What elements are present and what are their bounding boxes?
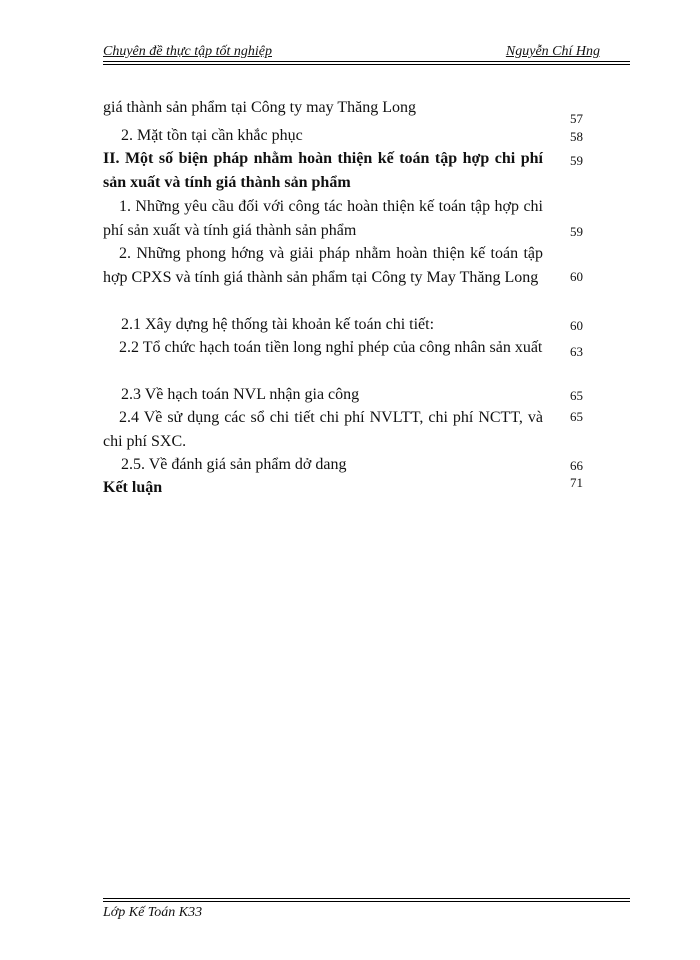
toc-entry-page: 60 xyxy=(570,269,583,284)
toc-entry xyxy=(103,96,603,124)
toc-entry-text: Kết luận xyxy=(103,479,163,496)
toc-entry-page: 60 xyxy=(570,318,583,333)
toc-entry-page: 65 xyxy=(570,409,583,424)
footer-rule-bottom xyxy=(103,901,630,902)
header-author: Nguyễn Chí Hng xyxy=(505,44,600,59)
toc-entry-page: 58 xyxy=(570,129,583,144)
header-rule-bottom xyxy=(103,64,630,65)
toc-entry xyxy=(103,453,603,476)
toc-entry-page: 63 xyxy=(570,344,583,359)
toc-entry-page: 59 xyxy=(570,153,583,168)
table-of-contents xyxy=(103,96,603,499)
toc-entry-text: II. Một số biện pháp nhằm hoàn thiện kế toán tập hợp chi phí sản xuất và tính giá thành sản phẩm xyxy=(103,150,543,191)
toc-entry xyxy=(103,336,603,383)
header-title: Chuyên đề thực tập tốt nghiệp xyxy=(103,44,272,59)
toc-entry xyxy=(103,313,603,336)
toc-entry-page: 57 xyxy=(570,111,583,126)
toc-entry xyxy=(103,147,603,195)
toc-entry xyxy=(103,476,603,499)
toc-entry-text: 2.3 Về hạch toán NVL nhận gia công xyxy=(121,386,360,403)
toc-entry-text: 2.4 Về sử dụng các sổ chi tiết chi phí NVLTT, chi phí NCTT, và chi phí SXC. xyxy=(103,409,543,450)
header-rule-top xyxy=(103,61,630,62)
toc-entry-text: 1. Những yêu cầu đối với công tác hoàn thiện kế toán tập hợp chi phí sản xuất và tính giá thành sản phẩm xyxy=(103,198,543,239)
footer-rule-top xyxy=(103,898,630,899)
page-header xyxy=(103,44,630,62)
toc-entry xyxy=(103,195,603,242)
toc-entry xyxy=(103,406,603,453)
toc-entry xyxy=(103,242,603,313)
toc-entry-text: 2.5. Về đánh giá sản phẩm dở dang xyxy=(121,456,347,473)
toc-entry-text: 2. Những phong hớng và giải pháp nhằm hoàn thiện kế toán tập hợp CPXS và tính giá thành sản phẩm tại Công ty May Thăng Long xyxy=(103,245,543,286)
toc-entry-page: 65 xyxy=(570,388,583,403)
toc-entry xyxy=(103,124,603,147)
toc-entry xyxy=(103,383,603,406)
toc-entry-page: 66 xyxy=(570,458,583,473)
toc-entry-text: 2.1 Xây dựng hệ thống tài khoản kế toán chi tiết: xyxy=(121,316,435,333)
toc-entry-text: giá thành sản phẩm tại Công ty may Thăng Long xyxy=(103,99,416,116)
toc-entry-page: 59 xyxy=(570,224,583,239)
toc-entry-page: 71 xyxy=(570,475,583,490)
toc-entry-text: 2.2 Tổ chức hạch toán tiền long nghỉ phép của công nhân sản xuất xyxy=(119,339,543,356)
page-footer: Lớp Kế Toán K33 xyxy=(103,905,203,920)
toc-entry-text: 2. Mặt tồn tại cần khắc phục xyxy=(121,127,303,144)
